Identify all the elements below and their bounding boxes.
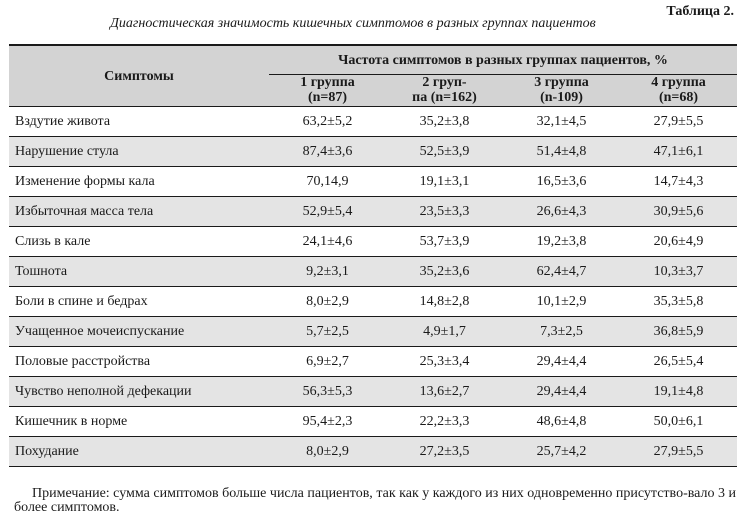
table-row (9, 407, 737, 437)
table-row (9, 107, 737, 137)
symptom-name: Тошнота (9, 257, 269, 287)
value-group-3: 62,4±4,7 (503, 257, 620, 287)
value-group-2: 13,6±2,7 (386, 377, 503, 407)
symptom-name: Избыточная масса тела (9, 197, 269, 227)
table-row (9, 377, 737, 407)
value-group-3: 25,7±4,2 (503, 437, 620, 467)
header-group-3-line1: 3 группа (534, 75, 589, 90)
value-group-1: 5,7±2,5 (269, 317, 386, 347)
table-row (9, 257, 737, 287)
value-group-2: 19,1±3,1 (386, 167, 503, 197)
header-group-4-line1: 4 группа (651, 75, 706, 90)
table-header (9, 45, 737, 107)
table-row (9, 227, 737, 257)
value-group-1: 6,9±2,7 (269, 347, 386, 377)
value-group-4: 19,1±4,8 (620, 377, 737, 407)
value-group-3: 10,1±2,9 (503, 287, 620, 317)
symptom-name: Похудание (9, 437, 269, 467)
value-group-1: 70,14,9 (269, 167, 386, 197)
value-group-1: 9,2±3,1 (269, 257, 386, 287)
value-group-1: 56,3±5,3 (269, 377, 386, 407)
table-row (9, 347, 737, 377)
header-group-2-line2: па (n=162) (412, 90, 477, 105)
value-group-1: 8,0±2,9 (269, 437, 386, 467)
table-number-label: Таблица 2. (666, 4, 734, 19)
symptom-name: Нарушение стула (9, 137, 269, 167)
value-group-1: 8,0±2,9 (269, 287, 386, 317)
value-group-1: 95,4±2,3 (269, 407, 386, 437)
value-group-4: 14,7±4,3 (620, 167, 737, 197)
value-group-4: 26,5±5,4 (620, 347, 737, 377)
value-group-3: 48,6±4,8 (503, 407, 620, 437)
symptom-name: Слизь в кале (9, 227, 269, 257)
value-group-3: 26,6±4,3 (503, 197, 620, 227)
header-group-4 (620, 75, 737, 107)
value-group-4: 35,3±5,8 (620, 287, 737, 317)
table-row (9, 317, 737, 347)
symptoms-table (9, 44, 737, 467)
value-group-2: 35,2±3,6 (386, 257, 503, 287)
value-group-3: 32,1±4,5 (503, 107, 620, 137)
table-row (9, 167, 737, 197)
value-group-3: 16,5±3,6 (503, 167, 620, 197)
header-group-3-line2: (n-109) (540, 90, 583, 105)
symptom-name: Боли в спине и бедрах (9, 287, 269, 317)
value-group-2: 53,7±3,9 (386, 227, 503, 257)
header-group-1 (269, 75, 386, 107)
header-symptoms: Симптомы (9, 45, 269, 107)
table-row (9, 437, 737, 467)
value-group-3: 51,4±4,8 (503, 137, 620, 167)
header-group-3 (503, 75, 620, 107)
table-footnote: Примечание: сумма симптомов больше числа пациентов, так как у каждого из них одновременно присутство-вало 3 и более симптомов. (14, 486, 736, 515)
value-group-2: 4,9±1,7 (386, 317, 503, 347)
table-row (9, 137, 737, 167)
value-group-2: 52,5±3,9 (386, 137, 503, 167)
value-group-4: 36,8±5,9 (620, 317, 737, 347)
symptom-name: Чувство неполной дефекации (9, 377, 269, 407)
value-group-4: 27,9±5,5 (620, 437, 737, 467)
value-group-4: 20,6±4,9 (620, 227, 737, 257)
header-group-1-line2: (n=87) (307, 90, 348, 105)
value-group-2: 35,2±3,8 (386, 107, 503, 137)
value-group-4: 27,9±5,5 (620, 107, 737, 137)
value-group-3: 19,2±3,8 (503, 227, 620, 257)
value-group-3: 29,4±4,4 (503, 347, 620, 377)
value-group-3: 7,3±2,5 (503, 317, 620, 347)
table-caption: Диагностическая значимость кишечных симптомов в разных группах пациентов (110, 16, 596, 31)
value-group-4: 10,3±3,7 (620, 257, 737, 287)
value-group-2: 27,2±3,5 (386, 437, 503, 467)
symptom-name: Кишечник в норме (9, 407, 269, 437)
header-group-4-line2: (n=68) (658, 90, 699, 105)
value-group-2: 25,3±3,4 (386, 347, 503, 377)
value-group-1: 52,9±5,4 (269, 197, 386, 227)
value-group-2: 22,2±3,3 (386, 407, 503, 437)
value-group-4: 30,9±5,6 (620, 197, 737, 227)
value-group-1: 87,4±3,6 (269, 137, 386, 167)
symptom-name: Изменение формы кала (9, 167, 269, 197)
value-group-4: 50,0±6,1 (620, 407, 737, 437)
table-row (9, 197, 737, 227)
header-group-2 (386, 75, 503, 107)
value-group-2: 14,8±2,8 (386, 287, 503, 317)
value-group-4: 47,1±6,1 (620, 137, 737, 167)
symptom-name: Половые расстройства (9, 347, 269, 377)
table-body (9, 107, 737, 467)
header-group-title: Частота симптомов в разных группах пациентов, % (269, 45, 737, 75)
value-group-2: 23,5±3,3 (386, 197, 503, 227)
value-group-1: 63,2±5,2 (269, 107, 386, 137)
header-group-2-line1: 2 груп- (422, 75, 467, 90)
symptom-name: Вздутие живота (9, 107, 269, 137)
symptom-name: Учащенное мочеиспускание (9, 317, 269, 347)
header-group-1-line1: 1 группа (300, 75, 355, 90)
value-group-1: 24,1±4,6 (269, 227, 386, 257)
value-group-3: 29,4±4,4 (503, 377, 620, 407)
table-row (9, 287, 737, 317)
